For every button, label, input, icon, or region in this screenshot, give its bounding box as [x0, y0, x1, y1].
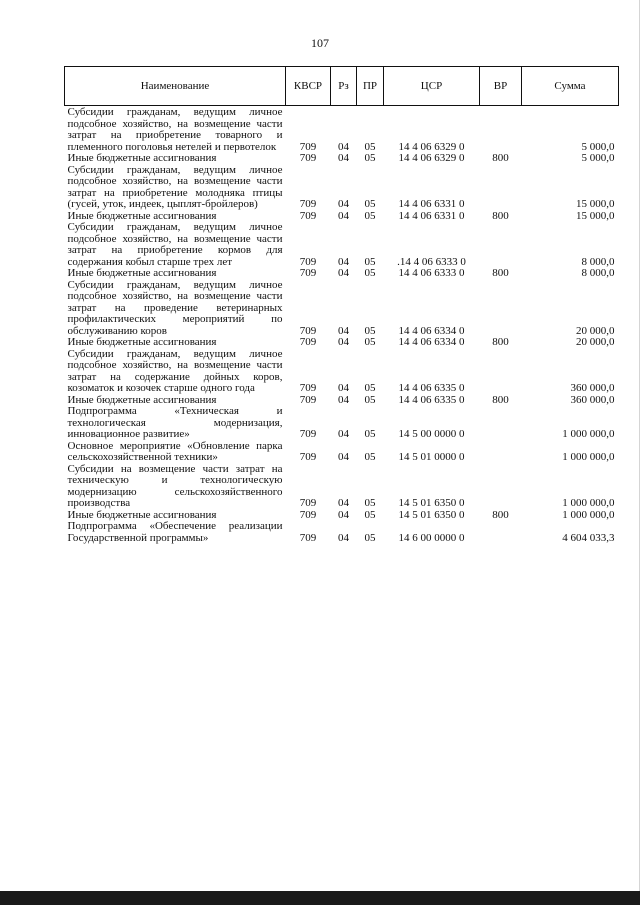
- cell-rz: 04: [338, 531, 349, 544]
- cell-pr: 05: [364, 140, 376, 153]
- cell-rz: 04: [338, 497, 349, 509]
- cell-kvsr: 709: [299, 324, 317, 337]
- cell-pr: 05: [364, 393, 376, 406]
- cell-sum: 20 000,0: [576, 324, 615, 337]
- cell-csr: 14 4 06 6335 0: [398, 393, 465, 406]
- cell-name: Иные бюджетные ассигнования: [67, 336, 217, 348]
- cell-kvsr: 709: [299, 508, 317, 521]
- cell-kvsr: 709: [299, 140, 317, 153]
- cell-csr: 14 4 06 6329 0: [398, 140, 465, 153]
- header-vr: ВР: [480, 67, 522, 106]
- cell-vr: 800: [492, 508, 509, 521]
- cell-vr: 800: [492, 209, 509, 222]
- cell-name: Субсидии гражданам, ведущим личное подсобное хозяйство, на возмещение части затрат на приобретение кормов для содержания кобыл старше трех лет: [67, 221, 283, 268]
- cell-kvsr: 709: [299, 209, 317, 222]
- cell-kvsr: 709: [299, 531, 317, 544]
- cell-sum: 20 000,0: [576, 336, 615, 348]
- cell-vr: 800: [492, 267, 509, 279]
- cell-sum: 8 000,0: [581, 255, 615, 268]
- cell-sum: 15 000,0: [576, 198, 615, 210]
- cell-sum: 8 000,0: [581, 267, 615, 279]
- cell-rz: 04: [338, 198, 349, 210]
- table-row: [65, 153, 619, 165]
- cell-rz: 04: [338, 324, 349, 337]
- cell-name: Субсидии гражданам, ведущим личное подсобное хозяйство, на возмещение части затрат на приобретение молодняка птицы (гусей, уток, индеек, цыплят-бройлеров): [67, 163, 283, 210]
- cell-sum: 360 000,0: [570, 382, 615, 394]
- table-row: [65, 106, 619, 154]
- cell-sum: 5 000,0: [581, 140, 615, 153]
- cell-pr: 05: [364, 255, 376, 268]
- table-row: [65, 337, 619, 349]
- cell-pr: 05: [364, 152, 376, 164]
- cell-vr: [480, 406, 522, 441]
- cell-vr: [480, 280, 522, 338]
- cell-kvsr: 709: [299, 451, 317, 463]
- cell-sum: 1 000 000,0: [562, 508, 615, 521]
- cell-vr: 800: [492, 152, 509, 164]
- cell-vr: [480, 106, 522, 154]
- cell-csr: 14 4 06 6329 0: [398, 152, 465, 164]
- cell-csr: 14 4 06 6334 0: [398, 336, 465, 348]
- budget-table: [64, 66, 619, 544]
- table-row: [65, 268, 619, 280]
- header-pr: ПР: [357, 67, 384, 106]
- cell-name: Подпрограмма «Обеспечение реализации Государственной программы»: [67, 520, 283, 544]
- cell-vr: 800: [492, 336, 509, 348]
- cell-rz: 04: [338, 382, 349, 394]
- cell-sum: 360 000,0: [570, 393, 615, 406]
- table-row: [65, 441, 619, 464]
- cell-name: Иные бюджетные ассигнования: [67, 393, 217, 406]
- cell-rz: 04: [338, 508, 349, 521]
- cell-pr: 05: [364, 324, 376, 337]
- cell-rz: 04: [338, 393, 349, 406]
- cell-name: Иные бюджетные ассигнования: [67, 508, 217, 521]
- cell-name: Иные бюджетные ассигнования: [67, 209, 217, 222]
- table-row: [65, 406, 619, 441]
- cell-rz: 04: [338, 451, 349, 463]
- header-name: Наименование: [65, 67, 286, 106]
- cell-kvsr: 709: [299, 497, 317, 509]
- table-row: [65, 521, 619, 544]
- header-rz: Рз: [331, 67, 357, 106]
- cell-pr: 05: [364, 508, 376, 521]
- cell-rz: 04: [338, 428, 349, 440]
- cell-sum: 1 000 000,0: [562, 428, 615, 440]
- cell-pr: 05: [364, 336, 376, 348]
- table-header: [65, 67, 619, 106]
- cell-rz: 04: [338, 152, 349, 164]
- cell-pr: 05: [364, 267, 376, 279]
- table-row: [65, 349, 619, 395]
- cell-vr: [480, 222, 522, 268]
- table-body: [65, 106, 619, 545]
- cell-kvsr: 709: [299, 152, 317, 164]
- header-kvsr: КВСР: [286, 67, 331, 106]
- header-sum: Сумма: [522, 67, 619, 106]
- cell-rz: 04: [338, 267, 349, 279]
- cell-name: Субсидии гражданам, ведущим личное подсобное хозяйство, на возмещение части затрат на проведение ветеринарных профилактических мероприятий по обслуживанию коров: [67, 278, 283, 337]
- cell-csr: 14 5 01 6350 0: [398, 497, 465, 509]
- cell-vr: [480, 441, 522, 464]
- cell-sum: 15 000,0: [576, 209, 615, 222]
- cell-pr: 05: [364, 497, 376, 509]
- cell-pr: 05: [364, 428, 376, 440]
- scan-bottom-bar: [0, 891, 640, 905]
- cell-csr: 14 4 06 6334 0: [398, 324, 465, 337]
- cell-kvsr: 709: [299, 198, 317, 210]
- cell-sum: 5 000,0: [581, 152, 615, 164]
- cell-sum: 1 000 000,0: [562, 451, 615, 463]
- cell-name: Основное мероприятие «Обновление парка сельскохозяйственной техники»: [67, 439, 283, 463]
- cell-kvsr: 709: [299, 267, 317, 279]
- cell-csr: 14 6 00 0000 0: [398, 531, 465, 544]
- cell-pr: 05: [364, 451, 376, 463]
- cell-pr: 05: [364, 382, 376, 394]
- cell-pr: 05: [364, 198, 376, 210]
- cell-vr: [480, 349, 522, 395]
- cell-vr: [480, 464, 522, 510]
- cell-name: Иные бюджетные ассигнования: [67, 152, 217, 164]
- cell-pr: 05: [364, 209, 376, 222]
- cell-name: Иные бюджетные ассигнования: [67, 267, 217, 279]
- cell-kvsr: 709: [299, 382, 317, 394]
- cell-name: Субсидии гражданам, ведущим личное подсобное хозяйство, на возмещение части затрат на приобретение товарного и племенного поголовья нетелей и первотелок: [67, 106, 283, 153]
- cell-rz: 04: [338, 336, 349, 348]
- cell-name: Подпрограмма «Техническая и технологическая модернизация, инновационное развитие»: [67, 405, 283, 440]
- cell-kvsr: 709: [299, 336, 317, 348]
- cell-sum: 4 604 033,3: [562, 531, 615, 544]
- cell-rz: 04: [338, 140, 349, 153]
- page-number: 107: [311, 36, 329, 50]
- cell-vr: [480, 165, 522, 211]
- cell-csr: 14 4 06 6331 0: [398, 198, 465, 210]
- cell-rz: 04: [338, 209, 349, 222]
- cell-csr: 14 4 06 6333 0: [398, 267, 465, 279]
- table-row: [65, 280, 619, 338]
- cell-csr: 14 5 01 6350 0: [398, 508, 465, 521]
- header-csr: ЦСР: [384, 67, 480, 106]
- table-row: [65, 222, 619, 268]
- cell-kvsr: 709: [299, 428, 317, 440]
- table-row: [65, 165, 619, 211]
- cell-kvsr: 709: [299, 393, 317, 406]
- cell-rz: 04: [338, 255, 349, 268]
- cell-csr: 14 4 06 6331 0: [398, 209, 465, 222]
- cell-csr: 14 5 00 0000 0: [398, 428, 465, 440]
- cell-csr: 14 5 01 0000 0: [398, 451, 465, 463]
- table-row: [65, 464, 619, 510]
- cell-kvsr: 709: [299, 255, 317, 268]
- cell-csr: 14 4 06 6335 0: [398, 382, 465, 394]
- cell-name: Субсидии гражданам, ведущим личное подсобное хозяйство, на возмещение части затрат на содержание дойных коров, козоматок и козочек старше одного года: [67, 347, 283, 394]
- cell-vr: [480, 521, 522, 544]
- cell-name: Субсидии на возмещение части затрат на техническую и технологическую модернизацию сельскохозяйственного производства: [67, 462, 283, 509]
- cell-sum: 1 000 000,0: [562, 497, 615, 509]
- cell-pr: 05: [364, 531, 376, 544]
- cell-csr: .14 4 06 6333 0: [397, 255, 466, 268]
- cell-vr: 800: [492, 393, 509, 406]
